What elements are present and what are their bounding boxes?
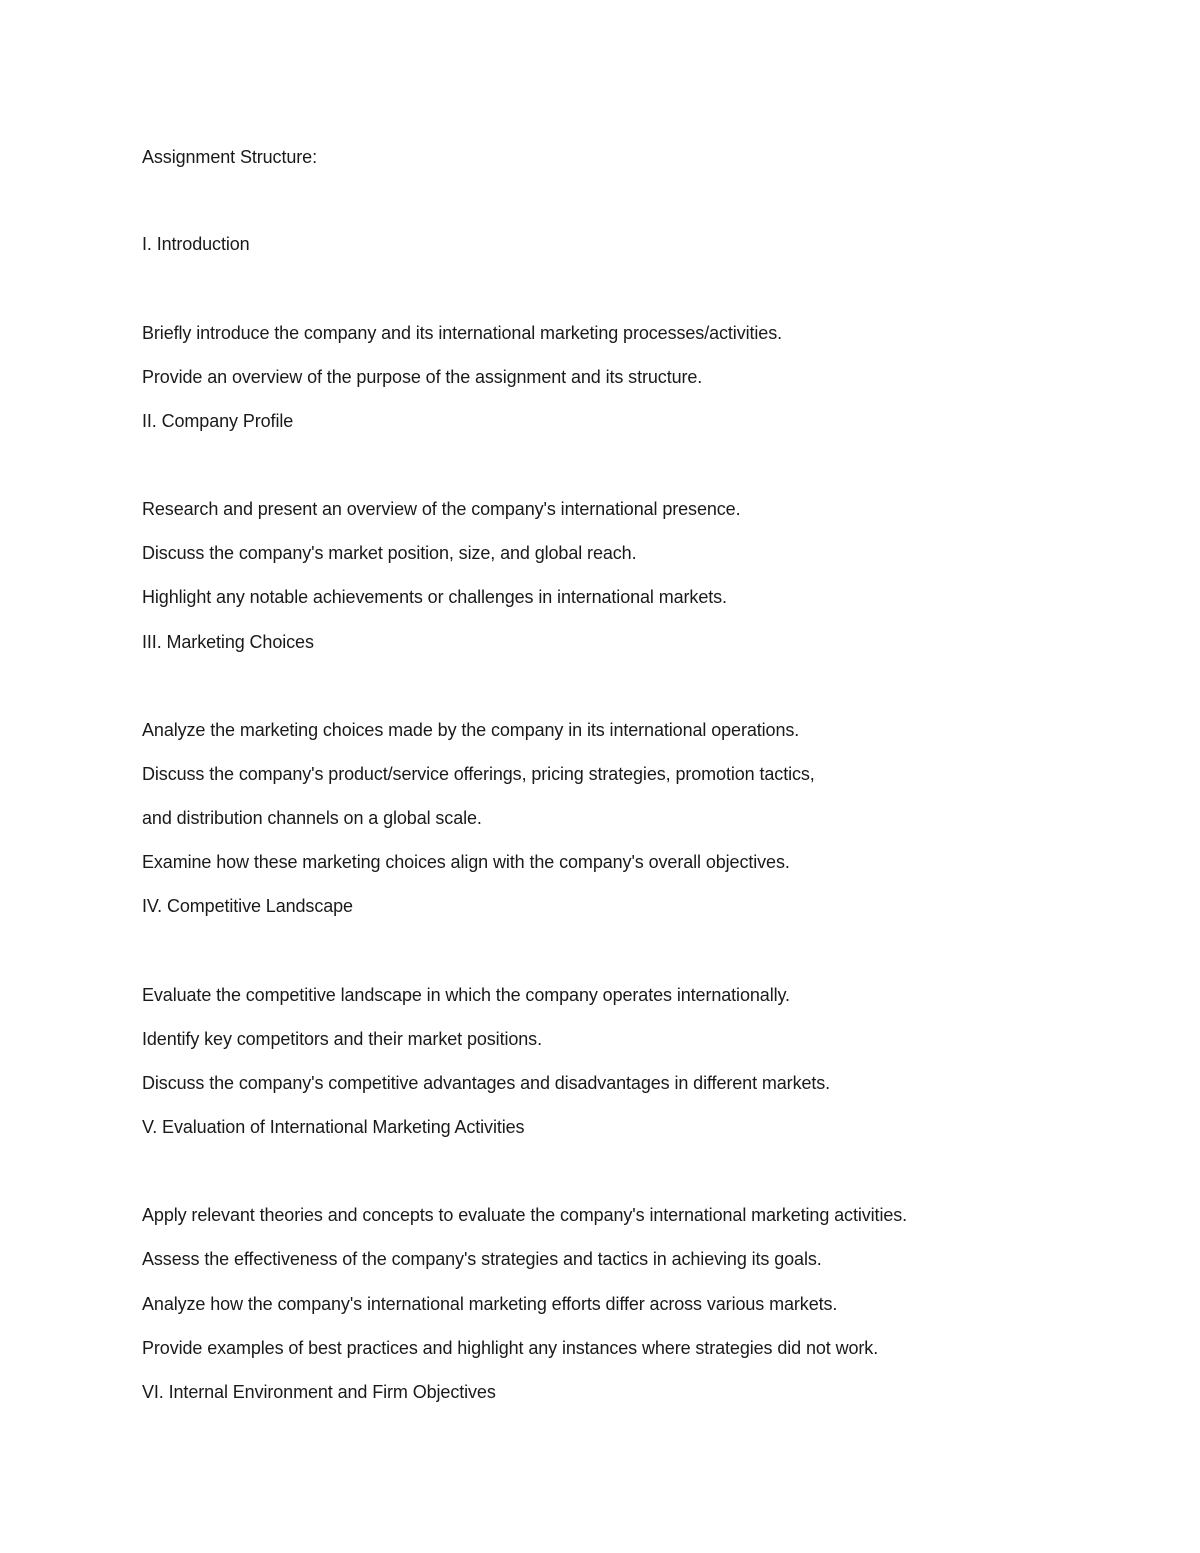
section-heading-competitive-landscape: IV. Competitive Landscape (142, 896, 353, 916)
paragraph-line: Apply relevant theories and concepts to evaluate the company's international marketing activities. (142, 1205, 908, 1225)
paragraph-line: Provide examples of best practices and highlight any instances where strategies did not work. (142, 1338, 879, 1358)
section-heading-marketing-choices: III. Marketing Choices (142, 632, 314, 652)
section-heading-internal-environment: VI. Internal Environment and Firm Objectives (142, 1382, 496, 1402)
paragraph-line: Analyze the marketing choices made by the company in its international operations. (142, 720, 800, 740)
paragraph-line: Evaluate the competitive landscape in which the company operates internationally. (142, 985, 790, 1005)
paragraph-line: Identify key competitors and their market positions. (142, 1029, 542, 1049)
paragraph-line: Provide an overview of the purpose of the assignment and its structure. (142, 367, 703, 387)
document-title: Assignment Structure: (142, 147, 317, 167)
section-heading-company-profile: II. Company Profile (142, 411, 294, 431)
paragraph-line: and distribution channels on a global scale. (142, 808, 482, 828)
paragraph-line: Briefly introduce the company and its international marketing processes/activities. (142, 323, 783, 343)
paragraph-line: Discuss the company's product/service offerings, pricing strategies, promotion tactics, (142, 764, 815, 784)
paragraph-line: Assess the effectiveness of the company's strategies and tactics in achieving its goals. (142, 1249, 822, 1269)
paragraph-line: Highlight any notable achievements or challenges in international markets. (142, 587, 727, 607)
paragraph-line: Examine how these marketing choices align with the company's overall objectives. (142, 852, 790, 872)
paragraph-line: Research and present an overview of the company's international presence. (142, 499, 741, 519)
section-heading-introduction: I. Introduction (142, 234, 250, 254)
paragraph-line: Discuss the company's market position, size, and global reach. (142, 543, 637, 563)
section-heading-evaluation: V. Evaluation of International Marketing Activities (142, 1117, 525, 1137)
paragraph-line: Discuss the company's competitive advantages and disadvantages in different markets. (142, 1073, 831, 1093)
paragraph-line: Analyze how the company's international marketing efforts differ across various markets. (142, 1294, 838, 1314)
